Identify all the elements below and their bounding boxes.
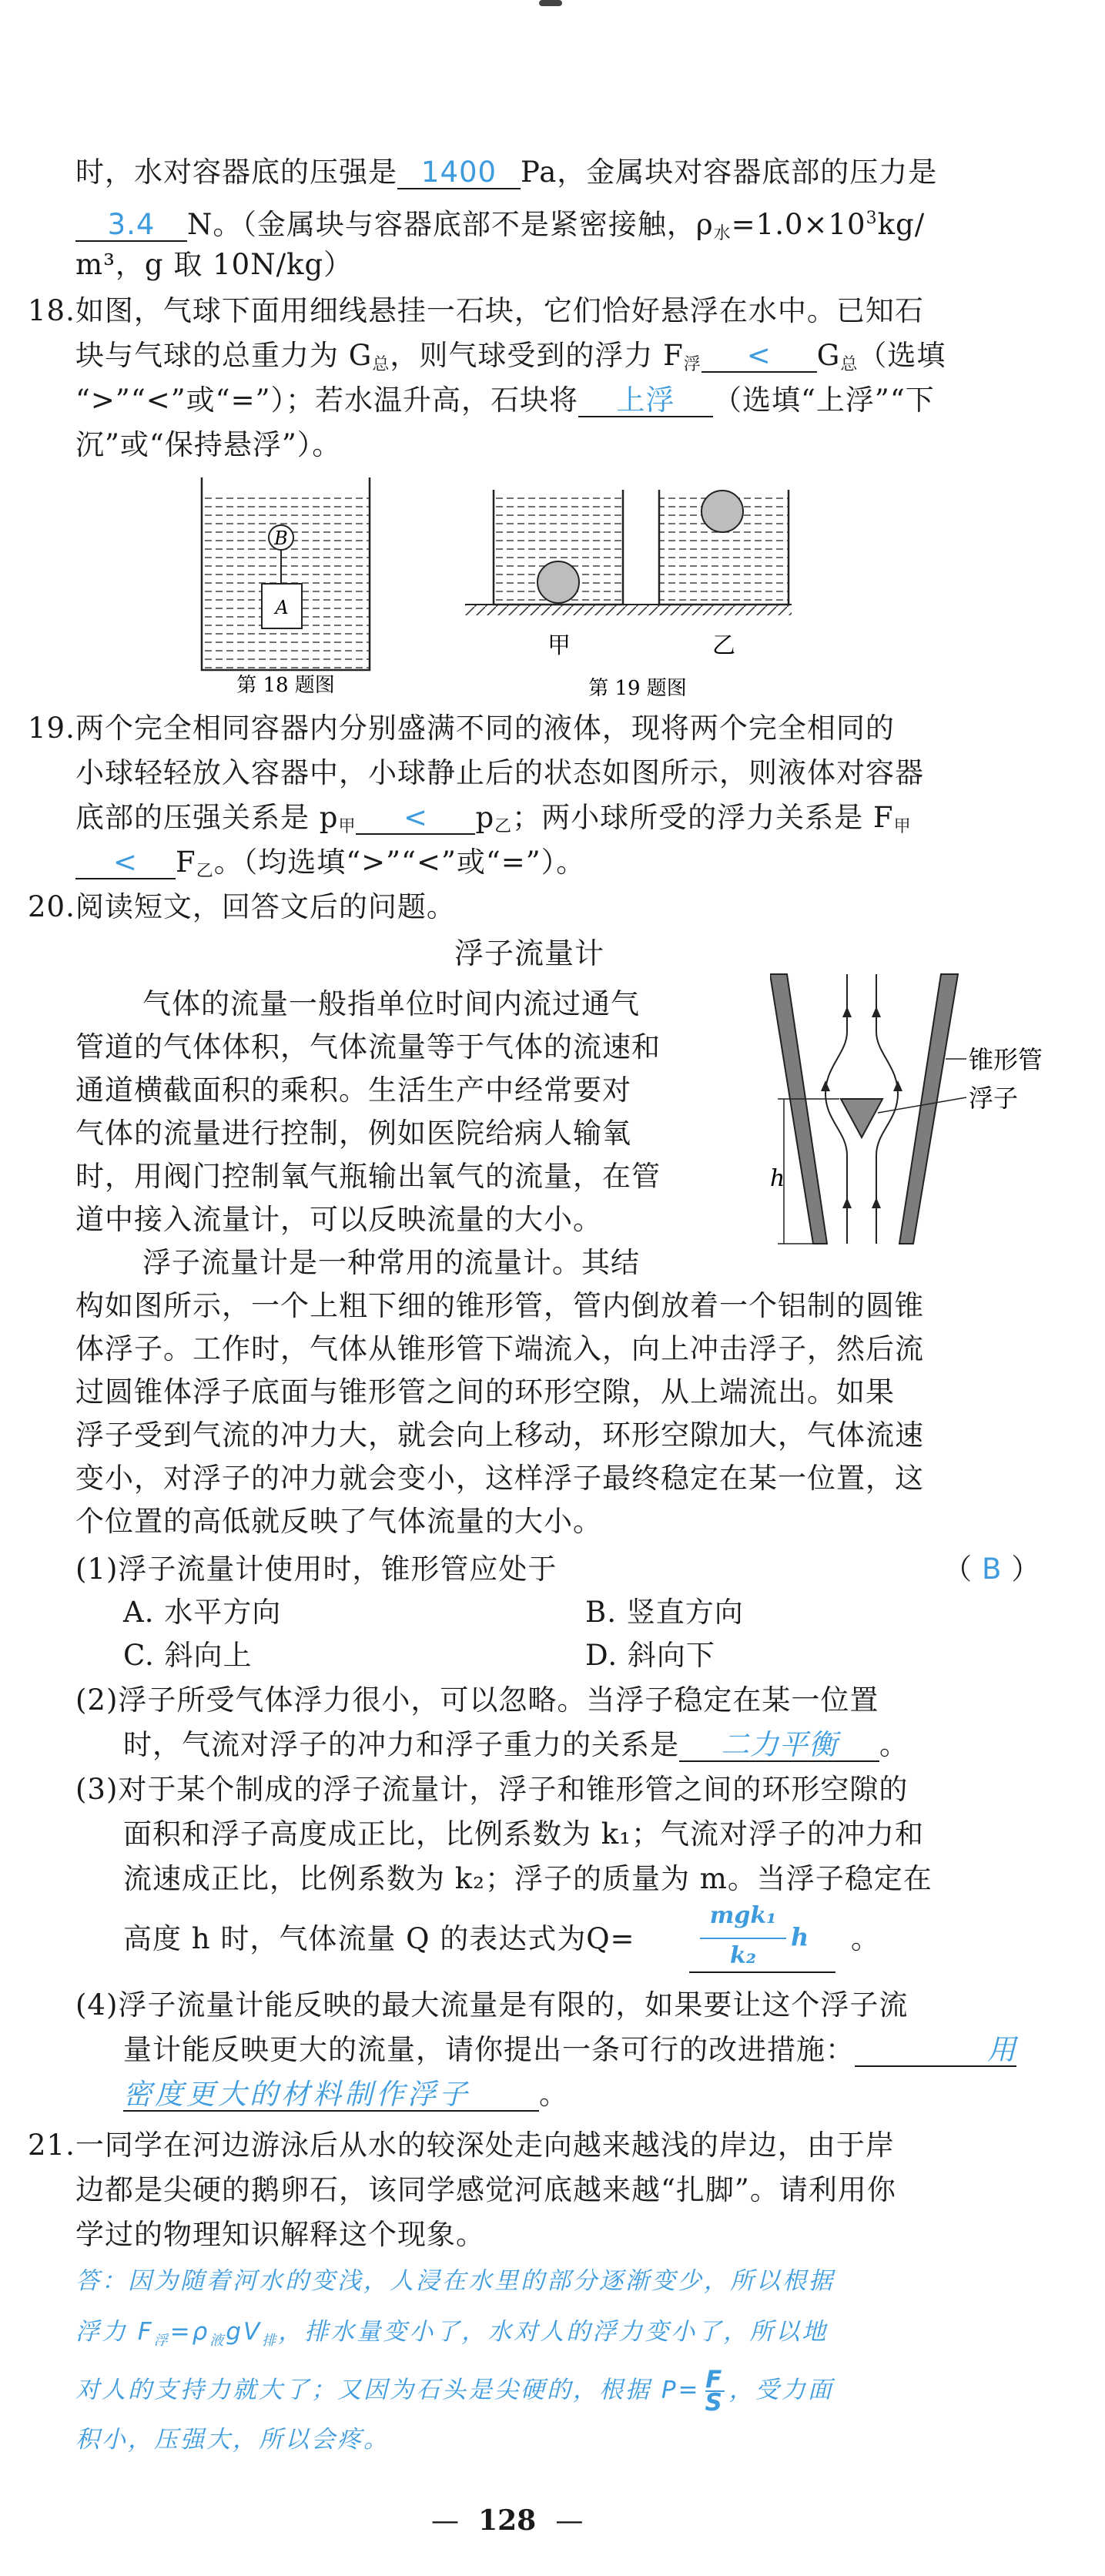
q20-s3-end: 。 [851,1922,880,1955]
q19-pressure-answer: < [403,801,428,834]
q20-s2-answer: 二力平衡 [721,1728,838,1761]
fig18-water [202,491,370,670]
q20-s1-option-b: B. 竖直方向 [585,1596,744,1629]
fig19-label-jia: 甲 [547,632,571,659]
q20-p2-line-4: 过圆锥体浮子底面与锥形管之间的环形空隙，从上端流出。如果 [75,1375,895,1409]
flowmeter-float [841,1099,882,1137]
flowmeter-right-wall [899,974,958,1244]
q20-article-title: 浮子流量计 [454,936,605,970]
fig19-yi-ball [702,491,743,532]
q19-buoyancy-blank [75,847,176,879]
q20-p2-line-2: 构如图所示，一个上粗下细的锥形管，管内倒放着一个铝制的圆锥 [75,1289,924,1322]
q17-line-3: m³，g 取 10N/kg） [75,248,353,281]
q20-s3-answer-numerator: mgk₁ [709,1902,777,1929]
fig19-ground-hatch [465,605,792,615]
q20-s1-question: (1)浮子流量计使用时，锥形管应处于 [75,1553,558,1586]
q20-s4-line-1: (4)浮子流量计能反映的最大流量是有限的，如果要让这个浮子流 [75,1988,909,2022]
flowmeter-left-wall [770,974,827,1244]
q18-line-1: 18.如图，气球下面用细线悬挂一石块，它们恰好悬浮在水中。已知石 [28,294,924,327]
fig19-jia-ball [537,561,579,603]
q19-pressure-blank [356,802,475,835]
q20-s1-option-d: D. 斜向下 [585,1639,715,1672]
q18-move-answer: 上浮 [616,384,675,417]
q20-s3-line-4: 高度 h 时，气体流量 Q 的表达式为Q= [123,1922,635,1955]
page-number: — 128 — [431,2504,584,2537]
q20-p1-line-2: 管道的气体体积，气体流量等于气体的流速和 [75,1030,661,1064]
q21-answer-line-3: 对人的支持力就大了；又因为石头是尖硬的，根据 P= $\frac{F}{S}$ ，受力面 [75,2366,834,2417]
q20-s3-blank-line [689,1971,835,1973]
q21-line-3: 学过的物理知识解释这个现象。 [75,2218,485,2251]
q20-s3-answer-denominator: k₂ [730,1942,756,1969]
fig19-caption: 第 19 题图 [588,677,687,700]
q21-line-2: 边都是尖硬的鹅卵石，该同学感觉河底越来越“扎脚”。请利用你 [75,2173,896,2206]
q20-s3-answer-h: h [791,1922,809,1951]
q18-number: 18. [28,294,75,327]
q18-compare-answer: < [746,339,772,372]
q18-move-blank [578,385,713,417]
q21-answer-fraction: $\frac{F}{S}$ [705,2366,725,2417]
q20-s3-line-1: (3)对于某个制成的浮子流量计，浮子和锥形管之间的环形空隙的 [75,1773,909,1806]
q20-p2-line-1: 浮子流量计是一种常用的流量计。其结 [142,1246,640,1279]
q20-s4-blank-1 [855,2035,1016,2067]
q19-line-2: 小球轻轻放入容器中，小球静止后的状态如图所示，则液体对容器 [75,756,924,789]
q20-s4-line-3: 密度更大的材料制作浮子 。 [123,2078,568,2111]
flowmeter-figure [770,966,1047,1259]
fig19-label-yi: 乙 [712,632,735,659]
fig18-caption: 第 18 题图 [236,674,335,697]
q20-s3-line-2: 面积和浮子高度成正比，比例系数为 k₁；气流对浮子的冲力和 [123,1817,925,1851]
q17-pressure-answer: 1400 [420,156,497,189]
q20-s3-line-3: 流速成正比，比例系数为 k₂；浮子的质量为 m。当浮子稳定在 [123,1862,933,1895]
q20-s1-answer-bracket: （ B ） [943,1553,1041,1586]
q20-p1-line-4: 气体的流量进行控制，例如医院给病人输氧 [75,1117,631,1150]
q19-line-1: 19.两个完全相同容器内分别盛满不同的液体，现将两个完全相同的 [28,712,895,745]
q19-line-3: 底部的压强关系是 $p_甲 < p_乙$；两小球所受的浮力关系是 $F_甲$ [75,801,912,836]
top-edge-mark [539,0,562,6]
q17-pressure-blank [397,157,521,189]
q20-p2-line-3: 体浮子。工作时，气体从锥形管下端流入，向上冲击浮子，然后流 [75,1332,924,1365]
q20-p2-line-7: 个位置的高低就反映了气体流量的大小。 [75,1505,602,1538]
q20-p1-line-1: 气体的流量一般指单位时间内流过通气 [142,987,640,1020]
q21-answer-line-4: 积小，压强大，所以会疼。 [75,2426,390,2454]
q20-s1-option-a: A. 水平方向 [123,1596,282,1629]
flowmeter-label-h: h [770,1165,785,1192]
q20-s4-answer-part-1: 用 [987,2033,1016,2066]
q17-line-2: 3.4 N。（金属块与容器底部不是紧密接触，$\rho_水=1.0\times 10^3kg/$ [75,199,925,254]
q20-p1-line-6: 道中接入流量计，可以反映流量的大小。 [75,1203,602,1236]
q20-s1-option-c: C. 斜向上 [123,1639,253,1672]
q20-p2-line-6: 变小，对浮子的冲力就会变小，这样浮子最终稳定在某一位置，这 [75,1462,924,1495]
q19-buoyancy-answer: < [112,846,138,879]
q19-line-4: < $F_乙$。（均选填“>”“<”或“=”）。 [75,842,585,892]
q18-line-2: 块与气球的总重力为 $G_总$，则气球受到的浮力 $F_浮 < G_总$（选填 [75,339,946,374]
q20-intro: 20.阅读短文，回答文后的问题。 [28,890,456,923]
q20-s4-blank-2 [123,2079,539,2112]
q20-s4-answer-part-2: 密度更大的材料制作浮子 [123,2078,470,2111]
q20-p1-line-5: 时，用阀门控制氧气瓶输出氧气的流量，在管 [75,1160,661,1193]
figure-18-19 [0,477,1105,708]
q21-line-1: 21.一同学在河边游泳后从水的较深处走向越来越浅的岸边，由于岸 [28,2129,895,2162]
flowmeter-label-float: 浮子 [969,1084,1019,1113]
q18-line-4: 沉”或“保持悬浮”）。 [75,428,342,461]
q20-s3-fraction-bar [700,1938,786,1939]
q17-force-blank [75,209,187,242]
q20-s3-formula-answer [697,1902,812,1979]
q20-p2-line-5: 浮子受到气流的冲力大，就会向上移动，环形空隙加大，气体流速 [75,1419,924,1452]
fig18-label-a: A [275,597,289,618]
q20-s2-line-2: 时，气流对浮子的冲力和浮子重力的关系是 二力平衡 。 [123,1728,909,1761]
q20-s2-line-1: (2)浮子所受气体浮力很小，可以忽略。当浮子稳定在某一位置 [75,1683,879,1717]
q18-line-3: “>”“<”或“=”）；若水温升高，石块将 上浮 （选填“上浮”“下 [75,384,935,417]
q20-s4-line-2: 量计能反映更大的流量，请你提出一条可行的改进措施： 用 [123,2033,1016,2066]
q17-line-1: 时，水对容器底的压强是 1400 Pa，金属块对容器底部的压力是 [75,156,938,189]
q20-s2-blank [679,1730,879,1762]
fig18-label-b: B [274,528,288,549]
q21-answer-line-1: 答：因为随着河水的变浅，人浸在水里的部分逐渐变少，所以根据 [75,2267,835,2295]
q17-force-answer: 3.4 [107,208,156,241]
q21-answer-line-2: 浮力 $F_浮=\rho_液gV_排$，排水量变小了，水对人的浮力变小了，所以地 [75,2318,829,2350]
q20-s1-answer: B [982,1553,1003,1586]
flowmeter-label-tube: 锥形管 [969,1045,1043,1074]
q20-p1-line-3: 通道横截面积的乘积。生活生产中经常要对 [75,1074,631,1107]
q18-compare-blank [702,340,817,373]
